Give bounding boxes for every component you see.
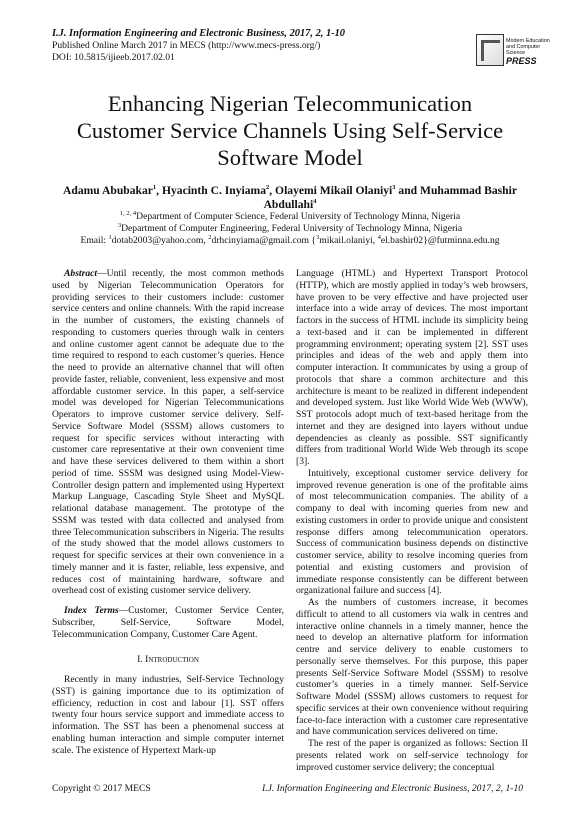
author-name: Olayemi Mikail Olaniyi [275,184,393,197]
author-name: Hyacinth C. Inyiama [161,184,266,197]
body-paragraph: As the numbers of customers increase, it becomes difficult to attend to all customers via walk in centres and interactive online channels in a timely manner, hence the need to develop an alternative platform for information centre and service delivery to enable customers to personally serve themselves. For this purpose, this paper presents Self-Service Software Model (SSSM) to resolve customer’s queries in a timely manner. Self-Service Software Model (SSSM) allows customers to request for specific services at their own convenience without requiring face-to-face interaction with a customer care representative and have communication services delivered on time. [296,597,528,738]
author-list: Adamu Abubakar$^1$, Hyacinth C. Inyiama$^2$, Olayemi Mikail Olaniyi$^3$ and Muhammad Bashir Abdullahi$^4$ [63,184,517,211]
index-terms-text: —Customer, Customer Service Center, Subscriber, Self-Service, Software Model, Telecommunication Company, Customer Care Agent. [52,605,284,640]
affiliation-2: $^3$Department of Computer Engineering, Federal University of Technology Minna, Nigeria [117,221,463,234]
affiliation-1: $^{1, 2, 4}$Department of Computer Science, Federal University of Technology Minna, Nigeria [119,209,461,222]
affiliations [40,211,540,247]
abstract-label: Abstract [64,268,98,279]
right-column [296,268,528,773]
body-paragraph: The rest of the paper is organized as follows: Section II presents related work on self-service technology for improved customer service delivery; the conceptual [296,738,528,773]
publisher-logo [476,30,556,74]
paper-title: Enhancing Nigerian Telecommunication Customer Service Channels Using Self-Service Software Model [76,91,504,170]
body-paragraph: Language (HTML) and Hypertext Transport Protocol (HTTP), which are mostly applied in today’s web browsers, have proven to be very effective and have projected user interface into a wide array of devices. The most important factors in the success of HTML include its simplicity being a text-based and it can be implemented in different programming environment; operating system [2]. SST uses principles and ideas of the web and apply them into computer interaction. It communicates by using a group of protocols that share a common architecture and this architecture is meant to be realized in different independent and developed system. Just like World Wide Web (WWW), SST protocols adopt much of text-based heritage from the internet and they are designed into layers without undue dependencies as cleanly as possible. SST significantly differs from traditional World Wide Web through its scope [3]. [296,268,528,467]
doi-line: DOI: 10.5815/ijieeb.2017.02.01 [52,52,175,63]
section-heading: I. Introduction [137,654,199,666]
logo-text: Modern Education and Computer Science [506,38,550,56]
published-line: Published Online March 2017 in MECS (http://www.mecs-press.org/) [52,40,321,51]
intro-paragraph: Recently in many industries, Self-Service Technology (SST) is gaining importance due to its optimization of efficiency, reduction in cost and labour [1]. SST offers twenty four hours service support and immediate access to information. The SST has been a phenomenal success at enabling human interaction and simple computer internet scale. The existence of Hypertext Mark-up [52,674,284,756]
email-line: Email: $^1$dotab2003@yahoo.com, $^2$drhcinyiama@gmail.com {$^3$mikail.olaniyi, $^4$el.bashir02}@futminna.edu.ng [80,233,500,246]
journal-name: I.J. Information Engineering and Electronic Business, 2017, 2, 1-10 [52,28,346,39]
author-name: Abdullahi [263,198,314,211]
logo-mark-icon [476,34,504,66]
author-name: Adamu Abubakar [63,184,153,197]
footer-copyright: Copyright © 2017 MECS [52,783,151,794]
body-paragraph: Intuitively, exceptional customer service delivery for improved revenue generation is one of the profitable aims of most telecommunication companies. The ability of a company to deal with incoming queries from new and existing customers in order to provide unique and consistent response differs among telecommunication operators. Success of communication business depends on distinctive customer service, ability to resolve incoming queries from potential and existing customers and provision of immediate response consistently can be different between organizational failure and success [4]. [296,467,528,597]
left-column [52,268,284,756]
abstract-text: —Until recently, the most common methods used by Nigerian Telecommunication Operators for providing services to their customers include: customer service centers and online channels. With the rapid increase in the number of customers, the existing channels of responding to customers queries through walk in centers and online customer agent cannot be adequate due to the time required to respond to each customer’s queries. Hence the need to provide an alternative channel that will often provide faster, reliable, convenient, less expensive and most affordable customer service. In this paper, a self-service model was developed for Nigerian Telecommunications Operators to improve customer service delivery. Self-Service Software Model (SSSM) allows customers to request for specific services without interacting with customer care representative at their own convenient time and have these services delivered to them within a short period of time. SSSM was designed using Model-View-Controller design pattern and implemented using Hypertext Markup Language, Cascading Style Sheet and MySQL relational database management. The prototype of the SSSM was tested with data collected and analysed from three Telecommunication subscribers in Nigeria. The results of the study showed that the model allows customers to request for specific services at their own convenience in a timely manner and it is faster, reliable, less expensive, and reduces cost of maintaining hardware, software and overhead cost of existing customer service delivery. [52,268,284,597]
logo-press: PRESS [506,56,537,66]
index-terms-label: Index Terms [64,605,119,616]
footer-journal: I.J. Information Engineering and Electronic Business, 2017, 2, 1-10 [262,783,524,794]
journal-header [52,28,472,64]
author-name: Muhammad Bashir [420,184,517,197]
abstract [52,268,284,597]
index-terms [52,605,284,640]
